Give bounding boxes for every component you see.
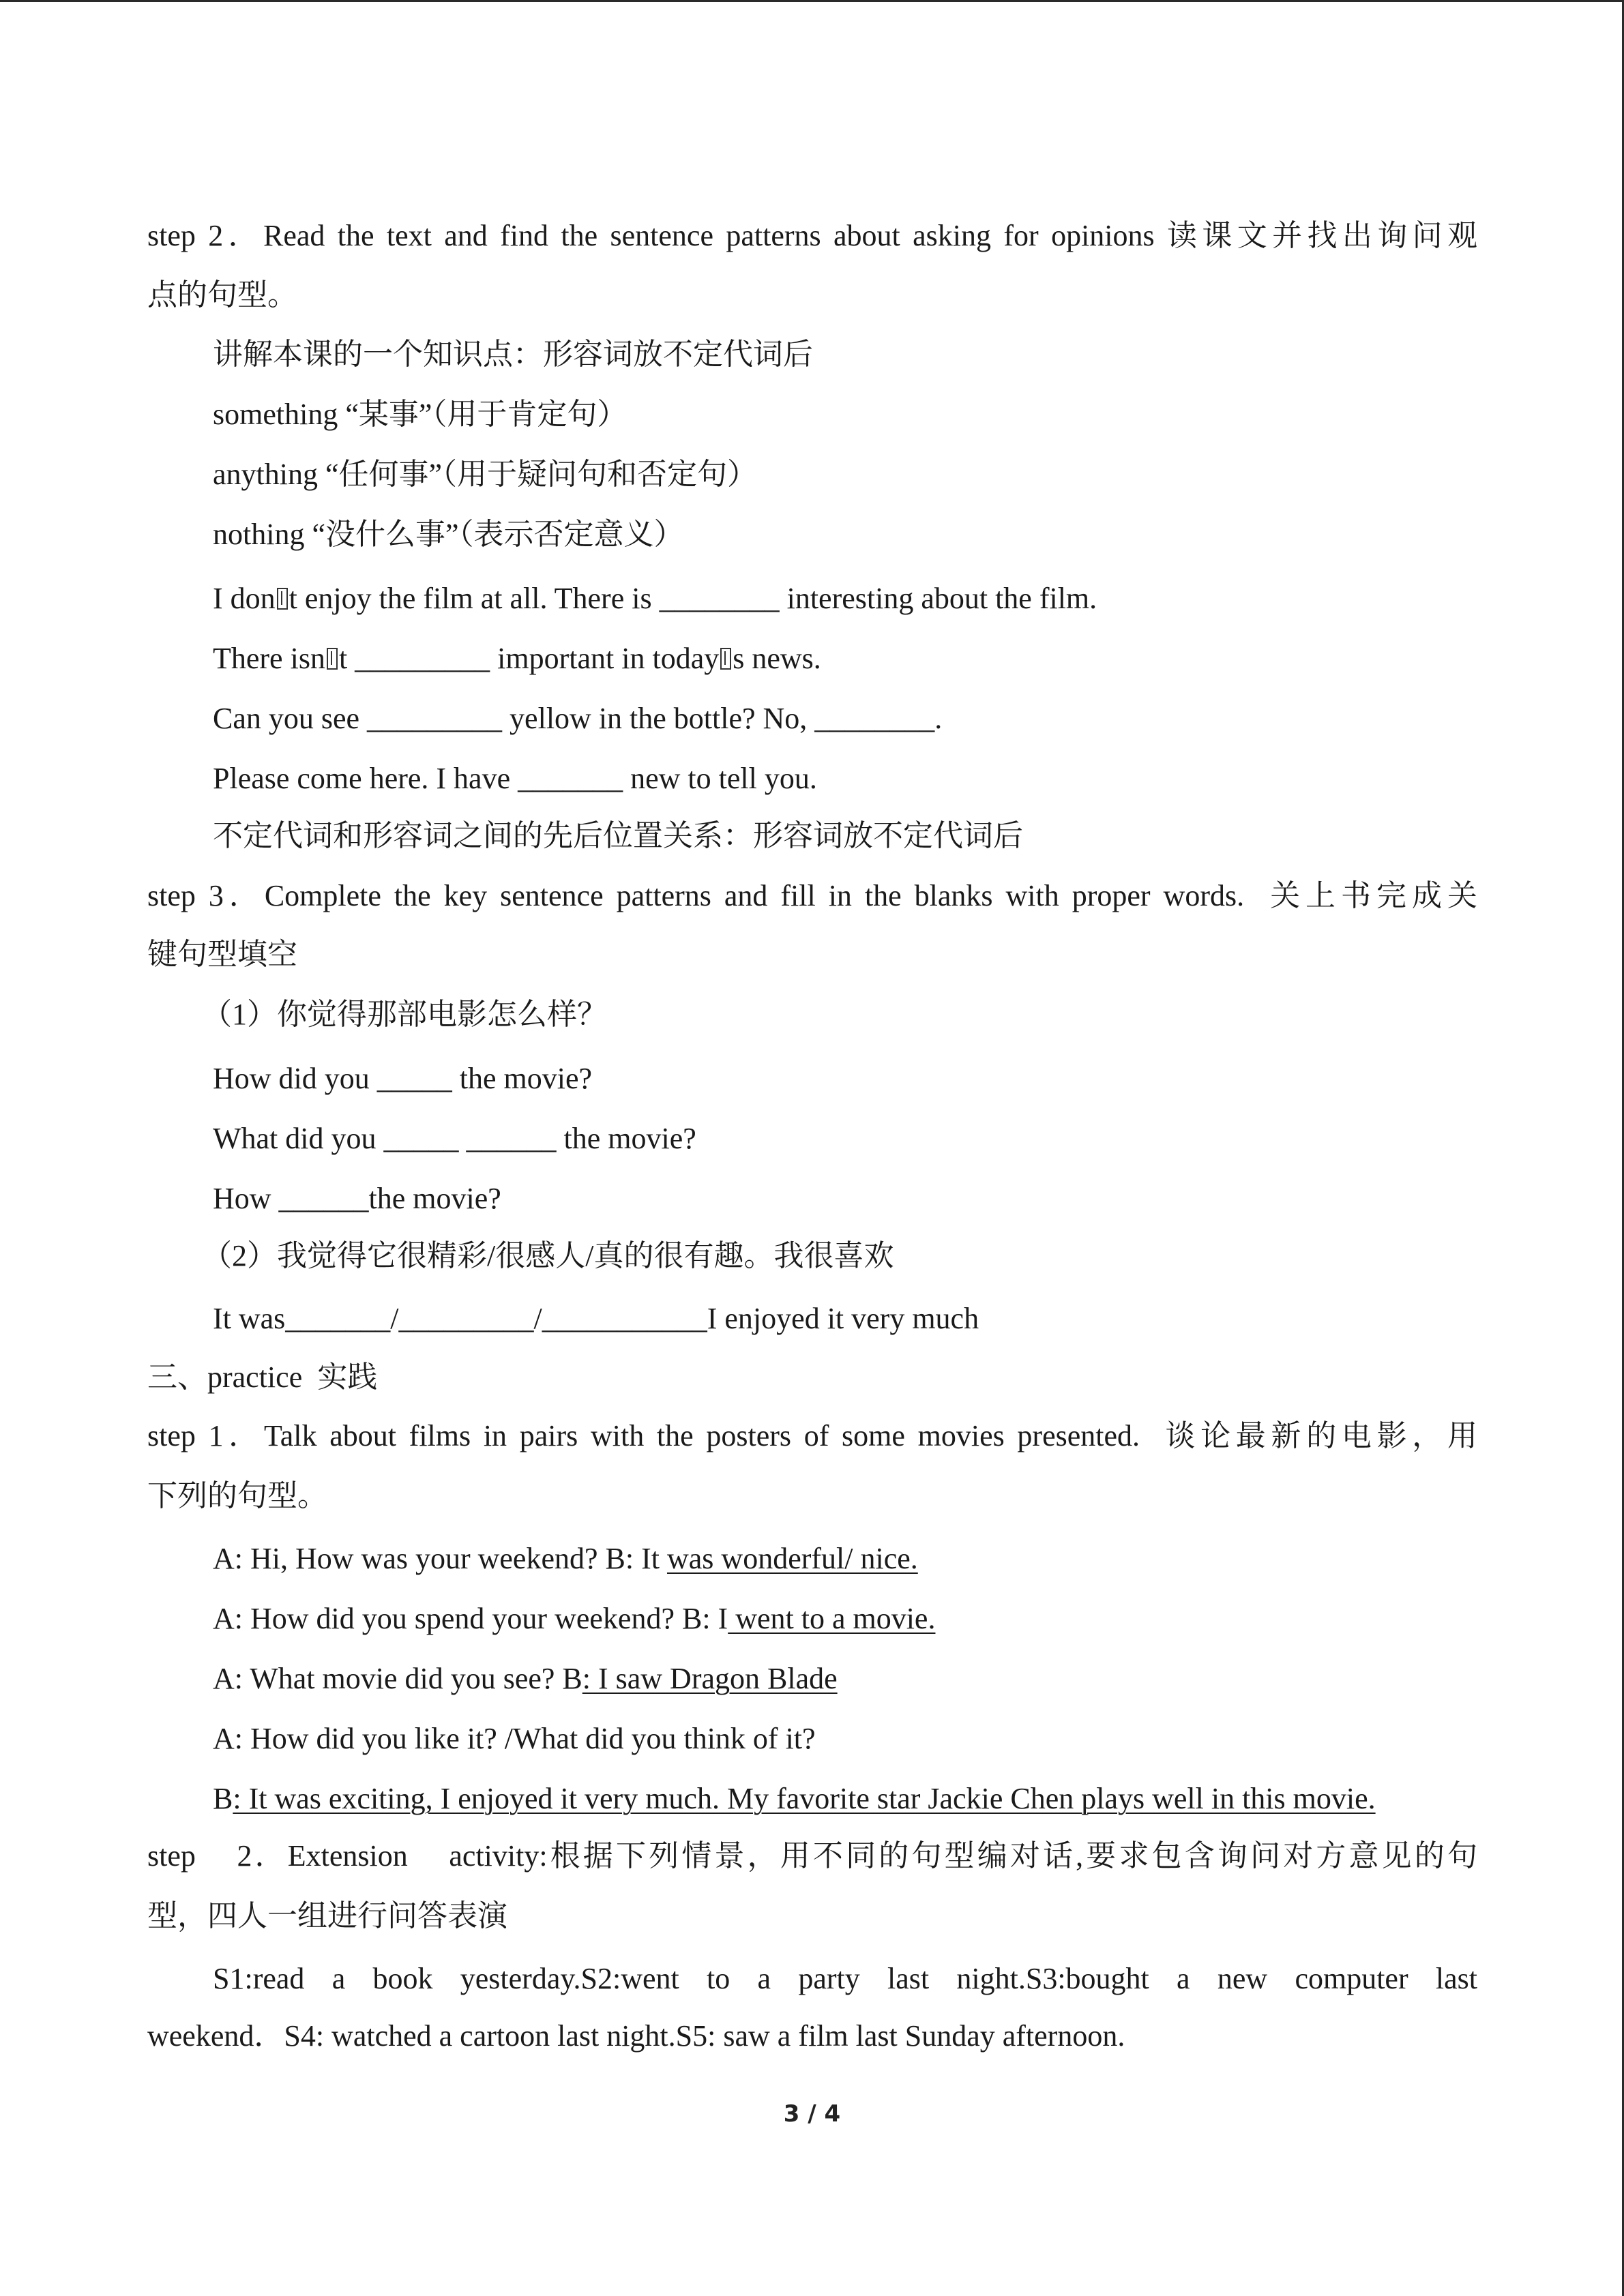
step3-q1: （1）你觉得那部电影怎么样？ — [202, 998, 607, 1031]
dialogue-3-text: A: What movie did you see? B — [213, 1662, 582, 1695]
page-number: 3 / 4 — [783, 2100, 841, 2128]
step3-q2-a: It was_______/_________/___________I enjoyed it very much — [213, 1302, 979, 1335]
step3-q1-c: How ______the movie? — [213, 1182, 501, 1215]
dialogue-2-answer: went to a movie. — [728, 1602, 936, 1635]
example-2-part-a: There isn — [213, 642, 325, 675]
step3-q1-b: What did you _____ ______ the movie? — [213, 1122, 696, 1155]
notes-something: something “某事”（用于肯定句） — [213, 398, 628, 431]
example-1-part-b: t enjoy the film at all. There is ________ interesting about the film. — [289, 582, 1097, 615]
step3-q2: （2）我觉得它很精彩/很感人/真的很有趣。我很喜欢 — [202, 1239, 894, 1272]
notes-summary: 不定代词和形容词之间的先后位置关系：形容词放不定代词后 — [213, 819, 1023, 852]
step3-line1: step 3．Complete the key sentence patterns and fill in the blanks with proper words. 关上书完成关 — [147, 879, 1477, 912]
example-1-part-a: I don — [213, 582, 276, 615]
notes-nothing: nothing “没什么事”（表示否定意义） — [213, 518, 684, 551]
dialogue-3-answer: : I saw Dragon Blade — [582, 1662, 838, 1695]
example-4: Please come here. I have _______ new to tell you. — [213, 762, 817, 795]
step3-line2: 键句型填空 — [147, 938, 297, 971]
dialogue-5-answer: : It was exciting, I enjoyed it very much. My favorite star Jackie Chen plays well in this movie. — [233, 1782, 1376, 1815]
step2-line2: 点的句型。 — [147, 278, 297, 312]
practice-step1-line1: step 1．Talk about films in pairs with the posters of some movies presented. 谈论最新的电影，用 — [147, 1419, 1477, 1452]
dialogue-line-3 — [213, 1658, 838, 1699]
step3-q1-a: How did you _____ the movie? — [213, 1062, 593, 1095]
practice-heading: 三、practice 实践 — [147, 1360, 378, 1394]
notes-intro: 讲解本课的一个知识点：形容词放不定代词后 — [213, 338, 813, 371]
dialogue-5-text: B — [213, 1782, 233, 1815]
example-3: Can you see _________ yellow in the bottle? No, ________. — [213, 702, 943, 735]
missing-glyph-icon — [327, 648, 338, 670]
notes-anything: anything “任何事”（用于疑问句和否定句） — [213, 458, 758, 491]
missing-glyph-icon — [277, 588, 288, 610]
dialogue-1-text: A: Hi, How was your weekend? B: It — [213, 1542, 667, 1575]
practice-step2-line1: step 2．Extension activity:根据下列情景，用不同的句型编对话,要求包含询问对方意见的句 — [147, 1839, 1477, 1873]
example-1 — [213, 578, 1097, 619]
practice-step1-line2: 下列的句型。 — [147, 1479, 327, 1512]
dialogue-2-text: A: How did you spend your weekend? B: I — [213, 1602, 728, 1635]
scenario-line2: weekend．S4: watched a cartoon last night.S5: saw a film last Sunday afternoon. — [147, 2019, 1125, 2053]
scenario-line1: S1:read a book yesterday.S2:went to a party last night.S3:bought a new computer last — [213, 1962, 1477, 1995]
example-2-part-c: s news. — [733, 642, 821, 675]
dialogue-line-2 — [213, 1598, 935, 1639]
example-2 — [213, 638, 821, 679]
practice-step2-line2: 型，四人一组进行问答表演 — [147, 1899, 507, 1933]
dialogue-line-1 — [213, 1538, 918, 1579]
dialogue-line-5 — [213, 1778, 1376, 1819]
missing-glyph-icon — [720, 648, 731, 670]
example-2-part-b: t _________ important in today — [338, 642, 720, 675]
page-top-border — [0, 0, 1624, 2]
step2-line1: step 2．Read the text and find the sentence patterns about asking for opinions 读课文并找出询问观 — [147, 219, 1477, 252]
dialogue-line-4: A: How did you like it? /What did you think of it? — [213, 1722, 816, 1755]
dialogue-1-answer: was wonderful/ nice. — [666, 1542, 918, 1575]
